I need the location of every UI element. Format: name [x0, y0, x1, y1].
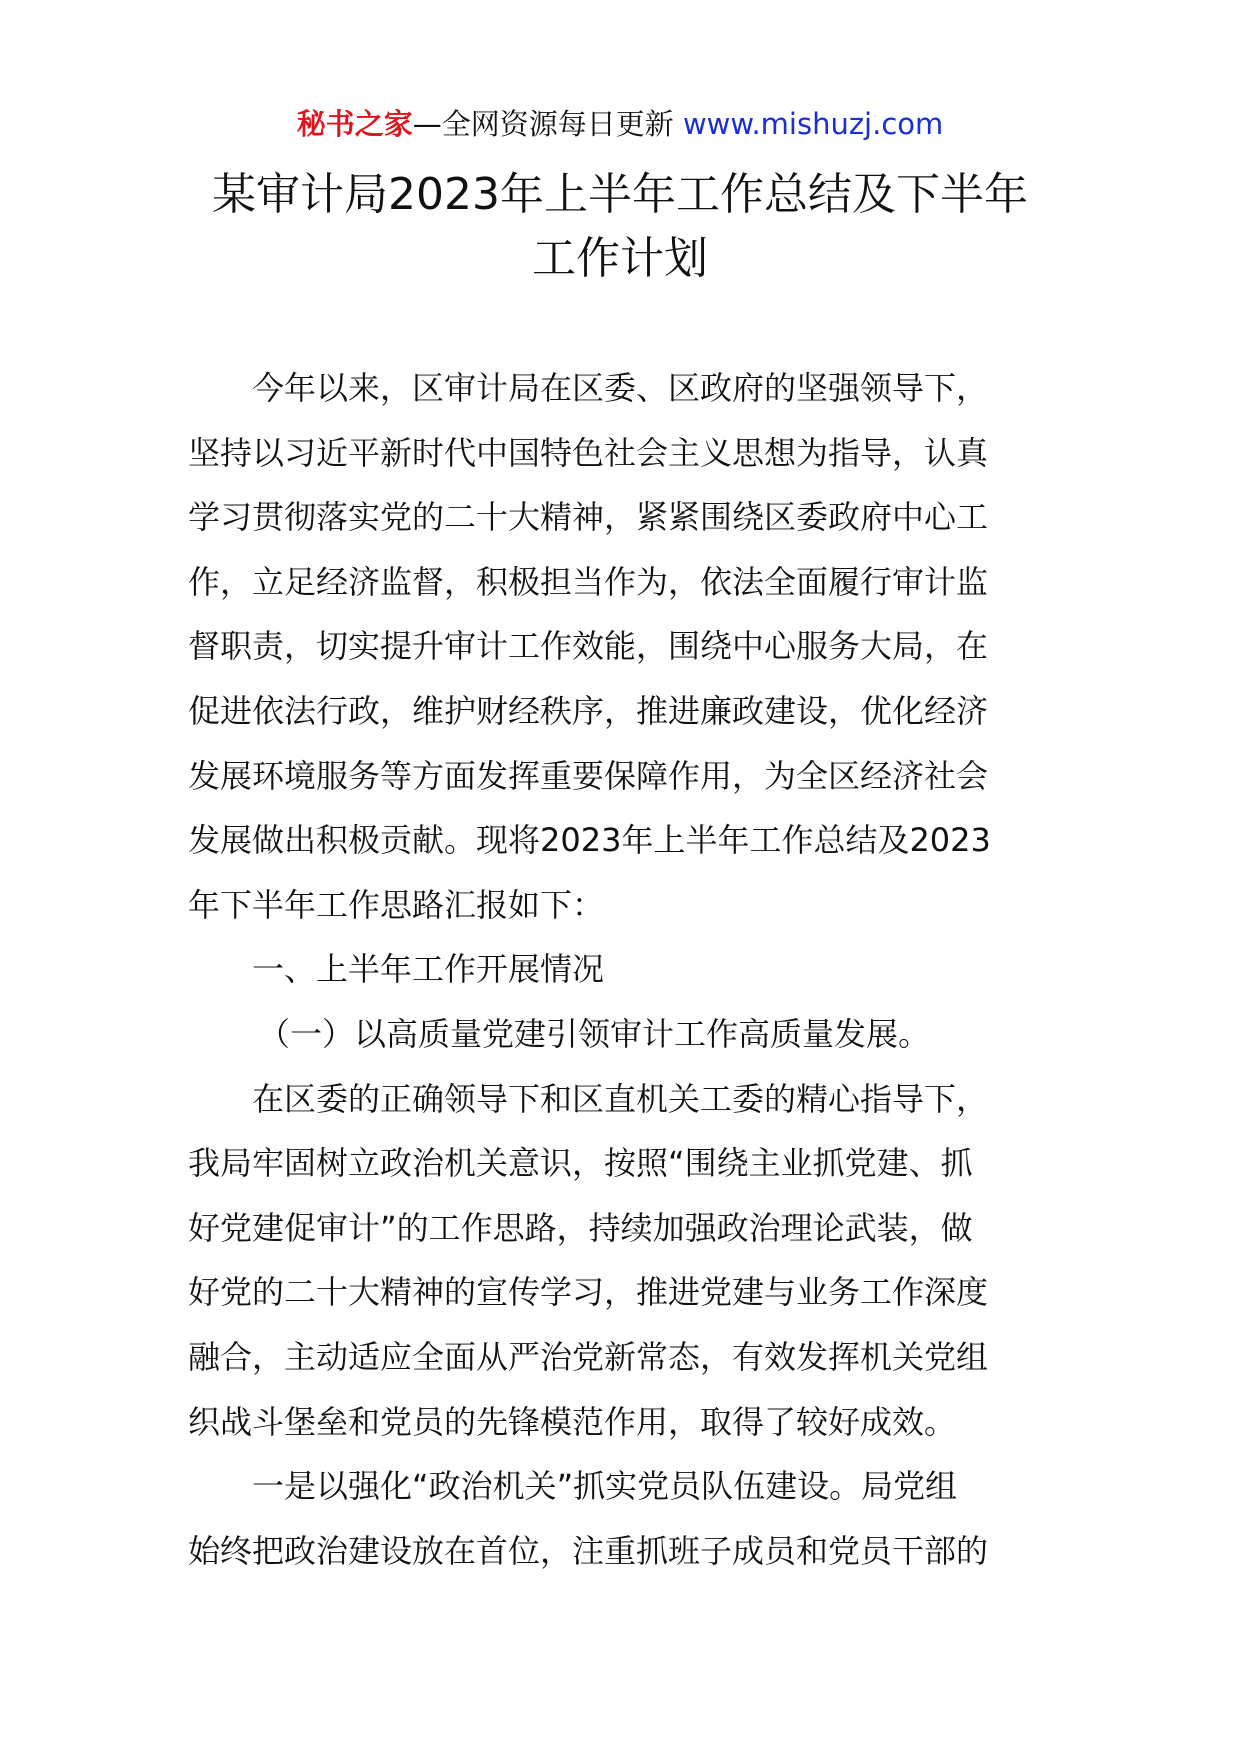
document-title	[160, 163, 1080, 291]
paragraph-line: 好党建促审计”的工作思路，持续加强政治理论武装，做	[188, 1208, 973, 1247]
paragraph-line: 发展做出积极贡献。现将2023年上半年工作总结及2023	[188, 821, 991, 860]
paragraph-line: 织战斗堡垒和党员的先锋模范作用，取得了较好成效。	[188, 1402, 957, 1441]
title-line-2: 工作计划	[532, 233, 708, 284]
paragraph-line: 融合，主动适应全面从严治党新常态，有效发挥机关党组	[188, 1337, 989, 1376]
paragraph-line: 促进依法行政，维护财经秩序，推进廉政建设，优化经济	[188, 691, 989, 730]
paragraph-line: 我局牢固树立政治机关意识，按照“围绕主业抓党建、抓	[188, 1144, 973, 1183]
paragraph-line: 年下半年工作思路汇报如下：	[188, 885, 605, 924]
title-line-1: 某审计局2023年上半年工作总结及下半年	[212, 169, 1028, 220]
paragraph-line: 督职责，切实提升审计工作效能，围绕中心服务大局，在	[188, 627, 989, 666]
banner-tagline: —全网资源每日更新	[412, 107, 674, 141]
document-body	[188, 356, 1058, 1583]
paragraph-line: 发展环境服务等方面发挥重要保障作用，为全区经济社会	[188, 756, 989, 795]
site-url-link[interactable]: www.mishuzj.com	[682, 107, 944, 141]
paragraph-line: 坚持以习近平新时代中国特色社会主义思想为指导，认真	[188, 433, 989, 472]
section-heading: 一、上半年工作开展情况	[252, 950, 605, 989]
paragraph-line: 始终把政治建设放在首位，注重抓班子成员和党员干部的	[188, 1531, 989, 1570]
paragraph-line: 今年以来，区审计局在区委、区政府的坚强领导下，	[252, 369, 989, 407]
brand-name: 秘书之家	[296, 107, 413, 141]
paragraph-line: 作，立足经济监督，积极担当作为，依法全面履行审计监	[188, 562, 989, 601]
paragraph-line: 学习贯彻落实党的二十大精神，紧紧围绕区委政府中心工	[188, 498, 989, 537]
site-banner	[0, 104, 1240, 144]
paragraph-line: 在区委的正确领导下和区直机关工委的精心指导下，	[252, 1079, 989, 1118]
paragraph-line: 一是以强化“政治机关”抓实党员队伍建设。局党组	[252, 1467, 958, 1506]
paragraph-line: 好党的二十大精神的宣传学习，推进党建与业务工作深度	[188, 1273, 989, 1312]
subsection-heading: （一）以高质量党建引领审计工作高质量发展。	[258, 1014, 931, 1053]
